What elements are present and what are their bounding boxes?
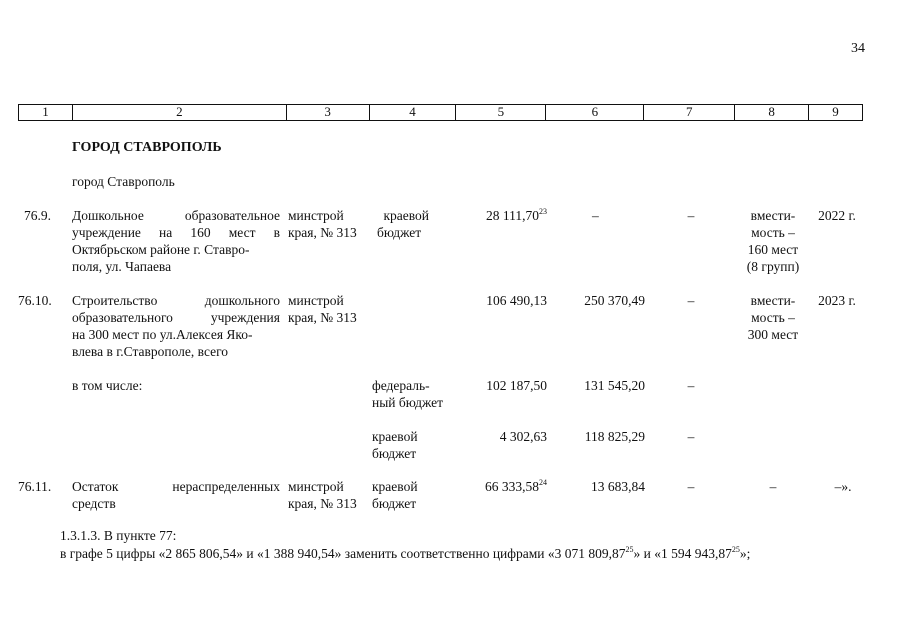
row-col8: вмести- мость – 160 мест (8 групп) xyxy=(746,208,800,274)
regional-col6: 118 825,29 xyxy=(584,429,645,444)
row-source: краевой бюджет xyxy=(377,208,429,240)
amendment-heading: 1.3.1.3. В пункте 77: xyxy=(60,528,177,543)
federal-col6: 131 545,20 xyxy=(584,378,645,393)
row-col8: – xyxy=(769,479,777,494)
row-col9: 2022 г. xyxy=(818,208,856,223)
row-name: Дошкольное образовательное учреждение на 160 мест в Октябрьском районе г. Ставро- поля, ул. Чапаева xyxy=(72,208,280,274)
table-header-row xyxy=(18,104,863,121)
row-col5: 28 111,70$^{23}$ xyxy=(486,207,547,223)
row-executor: минстрой края, № 313 xyxy=(288,208,357,240)
row-executor: минстрой края, № 313 xyxy=(288,479,357,511)
amendment-text: в графе 5 цифры «2 865 806,54» и «1 388 940,54» заменить соответственно цифрами «3 071 809,87$^{25}$» и «1 594 943,87$^{25}$»; xyxy=(60,545,751,561)
city-heading: ГОРОД СТАВРОПОЛЬ xyxy=(72,140,222,155)
col-header-2: 2 xyxy=(73,105,287,120)
col-header-6: 6 xyxy=(546,105,644,120)
federal-col7: – xyxy=(687,378,695,393)
row-col5: 106 490,13 xyxy=(486,293,547,308)
row-col7: – xyxy=(687,293,695,308)
col-header-1: 1 xyxy=(19,105,73,120)
col-header-3: 3 xyxy=(287,105,370,120)
row-number: 76.10. xyxy=(18,293,52,308)
row-executor: минстрой края, № 313 xyxy=(288,293,357,325)
row-source: краевой бюджет xyxy=(372,479,418,511)
page-number: 34 xyxy=(851,41,865,56)
row-number: 76.11. xyxy=(18,479,52,494)
row-col7: – xyxy=(687,479,695,494)
city-subheading: город Ставрополь xyxy=(72,174,175,189)
row-col6: 250 370,49 xyxy=(584,293,645,308)
col-header-8: 8 xyxy=(735,105,809,120)
col-header-9: 9 xyxy=(832,104,839,119)
row-col9: –». xyxy=(834,479,852,494)
row-col6: – xyxy=(592,208,599,223)
row-name: Строительство дошкольного образовательного учреждения на 300 мест по ул.Алексея Яко- влева в г.Ставрополе, всего xyxy=(72,293,280,359)
regional-source: краевой бюджет xyxy=(372,429,418,461)
row-col8: вмести- мость – 300 мест xyxy=(747,293,799,342)
federal-col5: 102 187,50 xyxy=(486,378,547,393)
col-header-5: 5 xyxy=(456,105,546,120)
row-col6: 13 683,84 xyxy=(591,479,645,494)
row-name: Остаток нераспределенных средств xyxy=(72,479,280,511)
col-header-7: 7 xyxy=(644,105,735,120)
row-col5: 66 333,58$^{24}$ xyxy=(485,478,547,494)
row-col9: 2023 г. xyxy=(818,293,856,308)
including-label: в том числе: xyxy=(72,378,143,393)
row-col7: – xyxy=(687,208,695,223)
federal-source: федераль- ный бюджет xyxy=(372,378,444,410)
row-number: 76.9. xyxy=(24,208,51,223)
regional-col7: – xyxy=(687,429,695,444)
regional-col5: 4 302,63 xyxy=(499,429,547,444)
col-header-4: 4 xyxy=(370,105,457,120)
